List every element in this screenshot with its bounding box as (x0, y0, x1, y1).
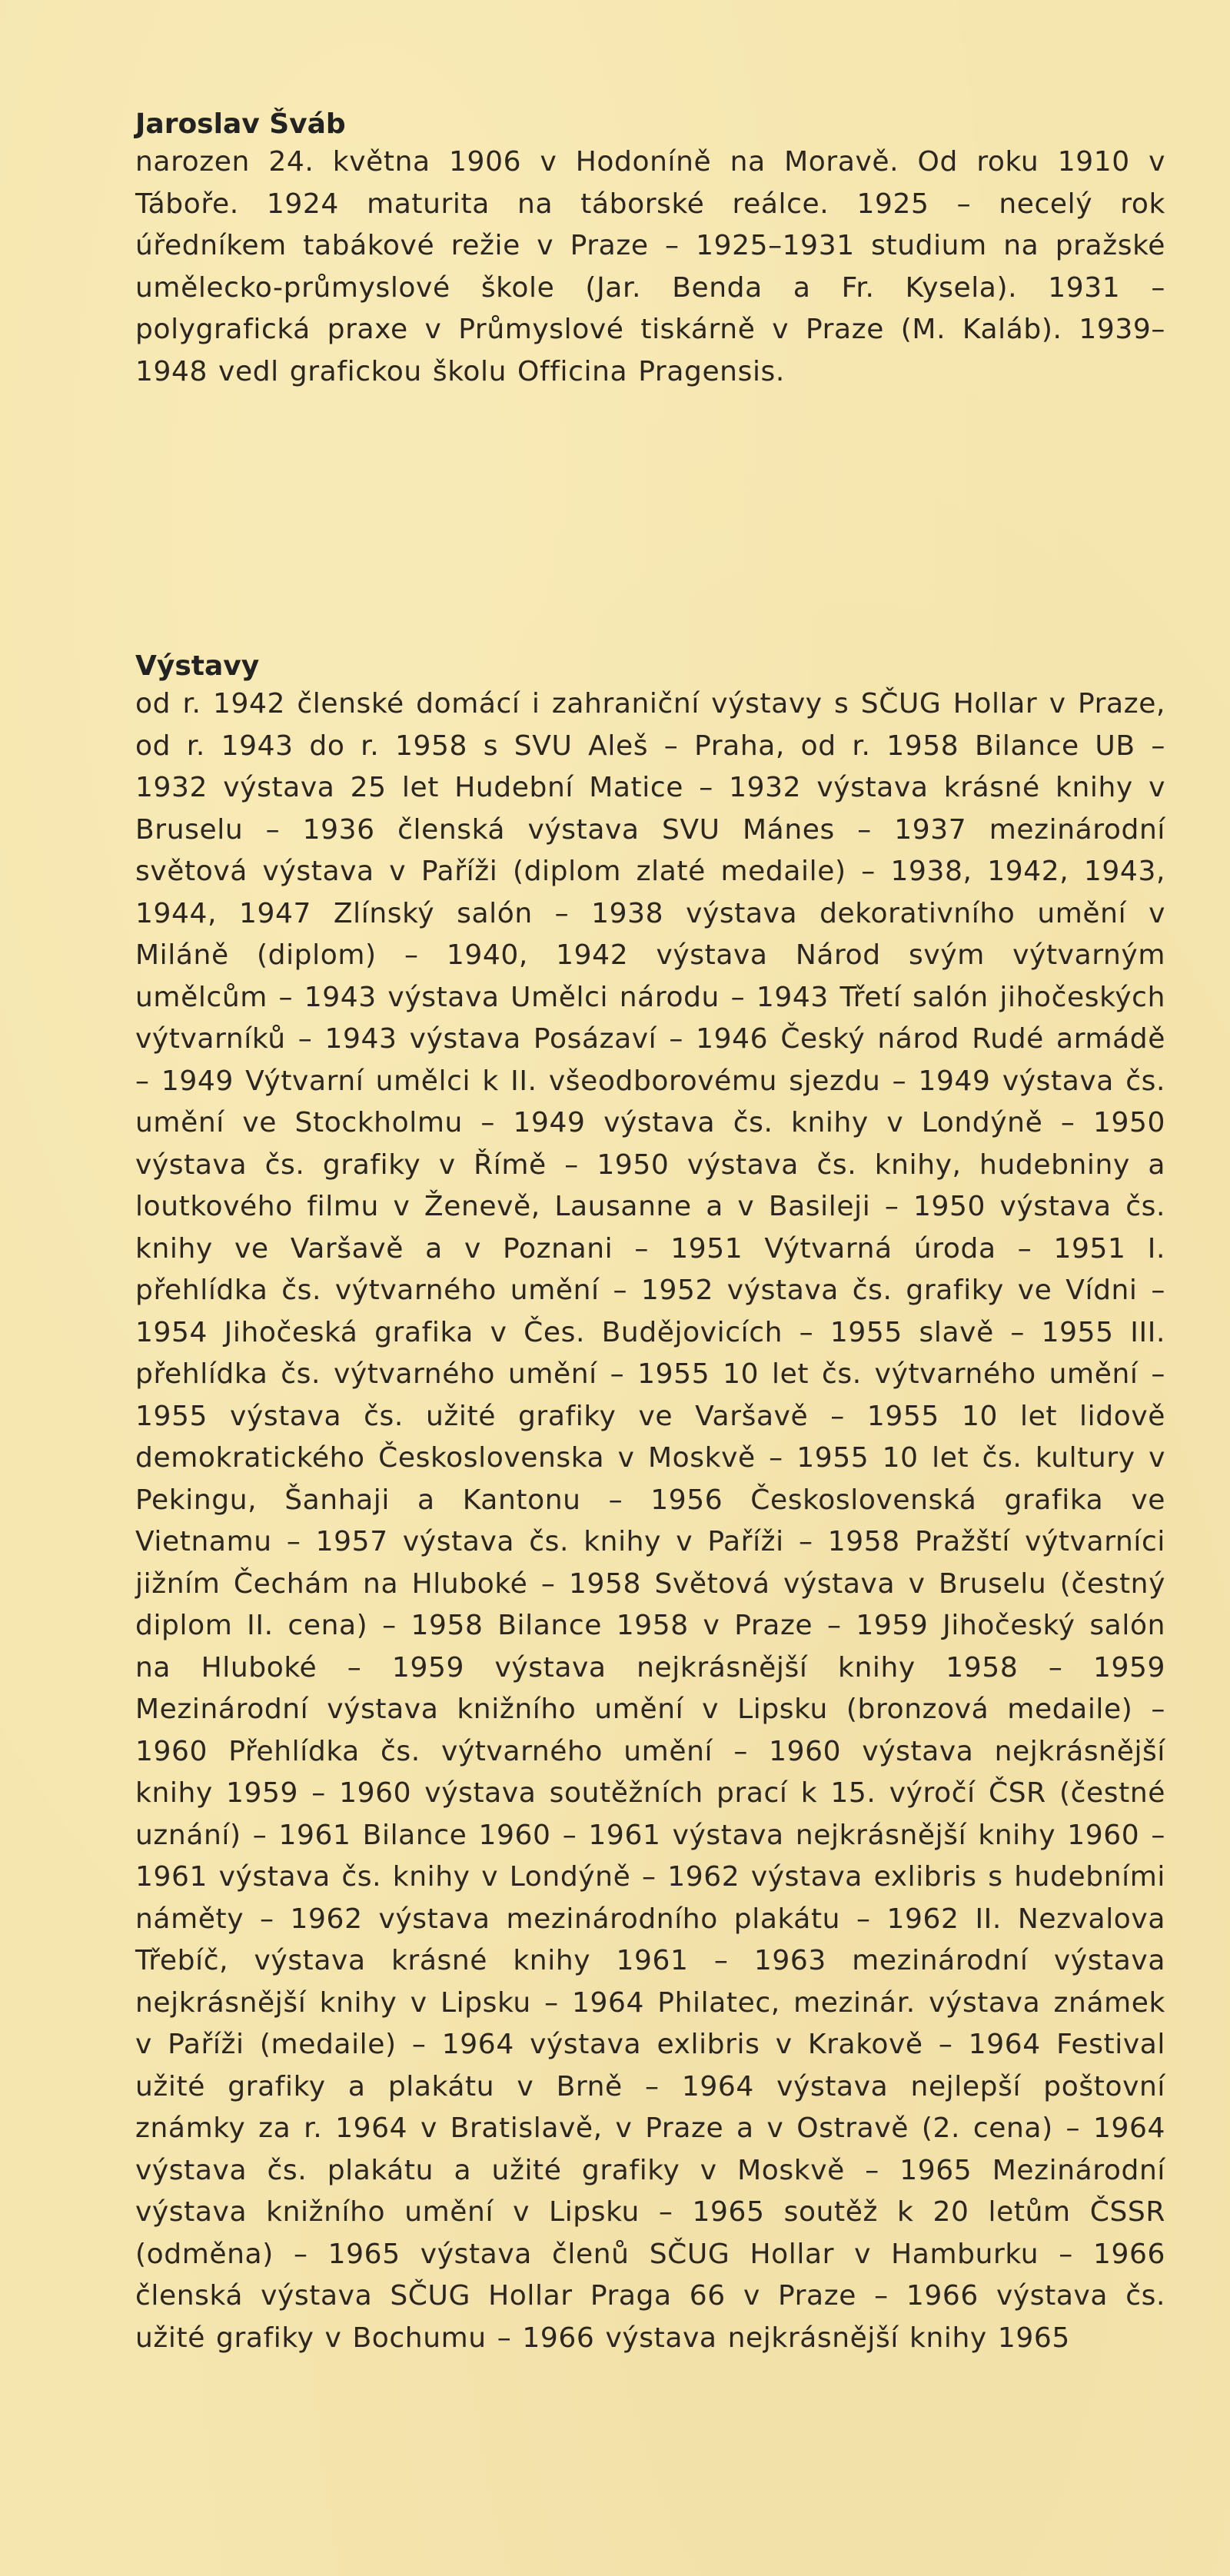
exhibitions-section (135, 650, 1165, 2359)
biography-text: narozen 24. května 1906 v Hodoníně na Moravě. Od roku 1910 v Táboře. 1924 maturita na táborské reálce. 1925 – necelý rok úředníkem tabákové režie v Praze – 1925–1931 studium na pražské umělecko-průmyslové škole (Jar. Benda a Fr. Kysela). 1931 – polygrafická praxe v Průmyslové tiskárně v Praze (M. Kaláb). 1939–1948 vedl grafickou školu Officina Pragensis. (135, 146, 1165, 387)
artist-name-heading: Jaroslav Šváb (135, 108, 346, 140)
exhibitions-heading: Výstavy (135, 650, 260, 682)
biography-section (135, 108, 1165, 393)
exhibitions-text: od r. 1942 členské domácí i zahraniční výstavy s SČUG Hollar v Praze, od r. 1943 do r. 1958 s SVU Aleš – Praha, od r. 1958 Bilance UB – 1932 výstava 25 let Hudební Matice – 1932 výstava krásné knihy v Bruselu – 1936 členská výstava SVU Mánes – 1937 mezinárodní světová výstava v Paříži (diplom zlaté medaile) – 1938, 1942, 1943, 1944, 1947 Zlínský salón – 1938 výstava dekorativního umění v Miláně (diplom) – 1940, 1942 výstava Národ svým výtvarným umělcům – 1943 výstava Umělci národu – 1943 Třetí salón jihočeských výtvarníků – 1943 výstava Posázaví – 1946 Český národ Rudé armádě – 1949 Výtvarní umělci k II. všeodborovému sjezdu – 1949 výstava čs. umění ve Stockholmu – 1949 výstava čs. knihy v Londýně – 1950 výstava čs. grafiky v Římě – 1950 výstava čs. knihy, hudebniny a loutkového filmu v Ženevě, Lausanne a v Basileji – 1950 výstava čs. knihy ve Varšavě a v Poznani – 1951 Výtvarná úroda – 1951 I. přehlídka čs. výtvarného umění – 1952 výstava čs. grafiky ve Vídni – 1954 Jihočeská grafika v Čes. Budějovicích – 1955 slavě – 1955 III. přehlídka čs. výtvarného umění – 1955 10 let čs. výtvarného umění – 1955 výstava čs. užité grafiky ve Varšavě – 1955 10 let lidově demokratického Československa v Moskvě – 1955 10 let čs. kultury v Pekingu, Šanhaji a Kantonu – 1956 Československá grafika ve Vietnamu – 1957 výstava čs. knihy v Paříži – 1958 Pražští výtvarníci jižním Čechám na Hluboké – 1958 Světová výstava v Bruselu (čestný diplom II. cena) – 1958 Bilance 1958 v Praze – 1959 Jihočeský salón na Hluboké – 1959 výstava nejkrásnější knihy 1958 – 1959 Mezinárodní výstava knižního umění v Lipsku (bronzová medaile) – 1960 Přehlídka čs. výtvarného umění – 1960 výstava nejkrásnější knihy 1959 – 1960 výstava soutěžních prací k 15. výročí ČSR (čestné uznání) – 1961 Bilance 1960 – 1961 výstava nejkrásnější knihy 1960 – 1961 výstava čs. knihy v Londýně – 1962 výstava exlibris s hudebními náměty – 1962 výstava mezinárodního plakátu – 1962 II. Nezvalova Třebíč, výstava krásné knihy 1961 – 1963 mezinárodní výstava nejkrásnější knihy v Lipsku – 1964 Philatec, mezinár. výstava známek v Paříži (medaile) – 1964 výstava exlibris v Krakově – 1964 Festival užité grafiky a plakátu v Brně – 1964 výstava nejlepší poštovní známky za r. 1964 v Bratislavě, v Praze a v Ostravě (2. cena) – 1964 výstava čs. plakátu a užité grafiky v Moskvě – 1965 Mezinárodní výstava knižního umění v Lipsku – 1965 soutěž k 20 letům ČSSR (odměna) – 1965 výstava členů SČUG Hollar v Hamburku – 1966 členská výstava SČUG Hollar Praga 66 v Praze – 1966 výstava čs. užité grafiky v Bochumu – 1966 výstava nejkrásnější knihy 1965 (135, 688, 1165, 2354)
